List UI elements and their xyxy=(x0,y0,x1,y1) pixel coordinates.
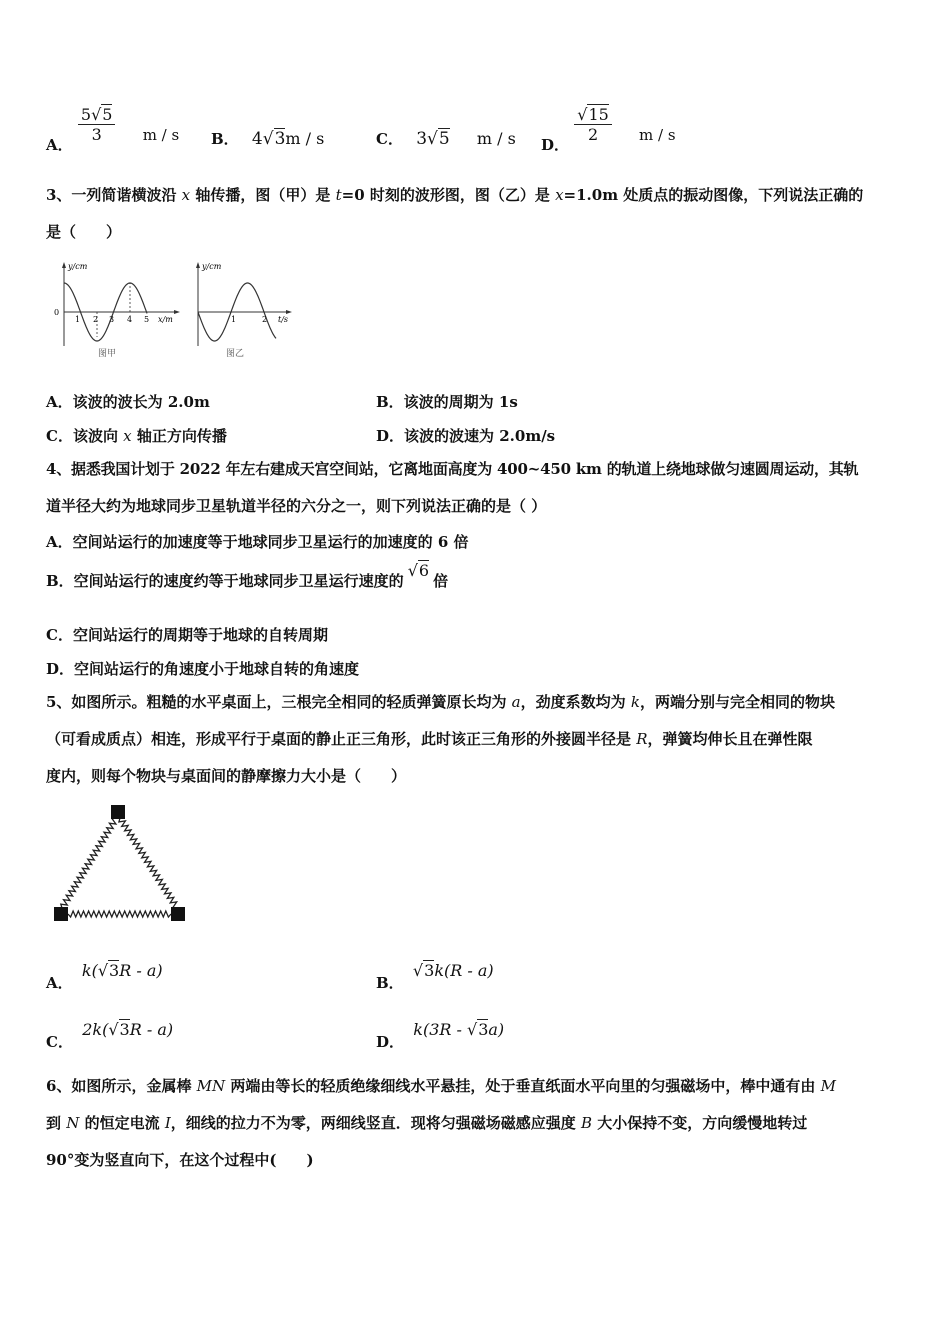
q4-stem xyxy=(46,451,908,525)
unit: m / s xyxy=(639,126,676,144)
q5-line1: 5、如图所示。粗糙的水平桌面上，三根完全相同的轻质弹簧原长均为 a，劲度系数均为 k，两端分别与完全相同的物块 xyxy=(46,693,835,711)
fraction: $\frac{5√5}{3}$ xyxy=(78,104,116,144)
q2-option-b[interactable]: B． 4√3m / s xyxy=(211,129,325,149)
option-label: A． xyxy=(46,136,73,154)
unit: m / s xyxy=(285,129,325,148)
tick-label: 1 xyxy=(75,315,81,324)
unit: m / s xyxy=(142,126,180,144)
spring-left xyxy=(61,818,116,908)
fraction: $\frac{√15}{2}$ xyxy=(574,104,612,144)
tick-label: 4 xyxy=(127,315,133,324)
origin-label: 0 xyxy=(54,308,60,317)
q4-option-c[interactable]: C．空间站运行的周期等于地球的自转周期 xyxy=(46,626,328,644)
q4-option-a[interactable]: A．空间站运行的加速度等于地球同步卫星运行的加速度的 6 倍 xyxy=(46,533,469,551)
q6-line2: 到 N 的恒定电流 I，细线的拉力不为零，两细线竖直．现将匀强磁场磁感应强度 B 大小保持不变，方向缓慢地转过 xyxy=(46,1114,808,1132)
block-right xyxy=(171,907,185,921)
tick-label: 2 xyxy=(262,315,268,324)
tick-label: 2 xyxy=(93,315,99,324)
x-axis-label: t/s xyxy=(278,315,289,324)
spring-bottom xyxy=(68,911,171,917)
tick-label: 3 xyxy=(109,315,115,324)
q3-option-d[interactable]: D．该波的波速为 2.0m/s xyxy=(376,427,556,445)
spring-right xyxy=(119,818,177,908)
q2-option-c[interactable]: C． 3√5 m / s xyxy=(376,129,516,149)
y-axis-label: y/cm xyxy=(68,262,88,271)
option-label: B． xyxy=(211,130,239,148)
q5-option-d[interactable]: D． k(3R - √3a) xyxy=(376,1020,505,1051)
q3-option-c[interactable]: C．该波向 x 轴正方向传播 xyxy=(46,427,227,445)
tick-label: 5 xyxy=(144,315,150,324)
option-label: C． xyxy=(376,130,403,148)
q4-option-d[interactable]: D．空间站运行的角速度小于地球自转的角速度 xyxy=(46,660,360,678)
figure-caption: 图甲 xyxy=(98,349,117,359)
q2-option-a[interactable] xyxy=(46,104,180,154)
spring-triangle-figure xyxy=(48,800,193,928)
q6-line1: 6、如图所示，金属棒 MN 两端由等长的轻质绝缘细线水平悬挂，处于垂直纸面水平向里的匀强磁场中，棒中通有由 M xyxy=(46,1077,836,1095)
q3-line2: 是（ ） xyxy=(46,223,122,241)
q6-line3: 90°变为竖直向下，在这个过程中( ) xyxy=(46,1151,314,1169)
option-label: D． xyxy=(541,136,570,154)
figure-caption: 图乙 xyxy=(226,349,245,359)
q5-stem xyxy=(46,684,908,795)
q5-line2: （可看成质点）相连，形成平行于桌面的静止正三角形，此时该正三角形的外接圆半径是 R，弹簧均伸长且在弹性限 xyxy=(46,730,813,748)
wave-graph-figure-a xyxy=(50,258,185,363)
q6-stem xyxy=(46,1068,908,1179)
q4-line2: 道半径大约为地球同步卫星轨道半径的六分之一，则下列说法正确的是（ ） xyxy=(46,497,547,515)
q3-stem xyxy=(46,177,908,251)
q5-line3: 度内，则每个物块与桌面间的静摩擦力大小是（ ） xyxy=(46,767,407,785)
q5-option-c[interactable]: C． 2k(√3R - a) xyxy=(46,1020,174,1051)
block-left xyxy=(54,907,68,921)
q3-option-b[interactable]: B．该波的周期为 1s xyxy=(376,393,518,411)
tick-label: 1 xyxy=(231,315,237,324)
q3-line1: 3、一列简谐横波沿 x 轴传播，图（甲）是 t=0 时刻的波形图，图（乙）是 x=1.0m 处质点的振动图像，下列说法正确的 xyxy=(46,186,864,204)
unit: m / s xyxy=(476,129,516,148)
q4-option-b[interactable]: B．空间站运行的速度约等于地球同步卫星运行速度的√6倍 xyxy=(46,561,449,590)
q2-option-d[interactable] xyxy=(541,104,676,154)
x-axis-label: x/m xyxy=(158,315,173,324)
block-top xyxy=(111,805,125,819)
q5-option-b[interactable]: B． √3k(R - a) xyxy=(376,961,494,992)
y-axis-label: y/cm xyxy=(202,262,222,271)
q4-line1: 4、据悉我国计划于 2022 年左右建成天宫空间站，它离地面高度为 400~450 km 的轨道上绕地球做匀速圆周运动，其轨 xyxy=(46,460,859,478)
q3-option-a[interactable]: A．该波的波长为 2.0m xyxy=(46,393,210,411)
vibration-graph-figure-b xyxy=(186,258,301,363)
q5-option-a[interactable]: A． k(√3R - a) xyxy=(46,961,163,992)
